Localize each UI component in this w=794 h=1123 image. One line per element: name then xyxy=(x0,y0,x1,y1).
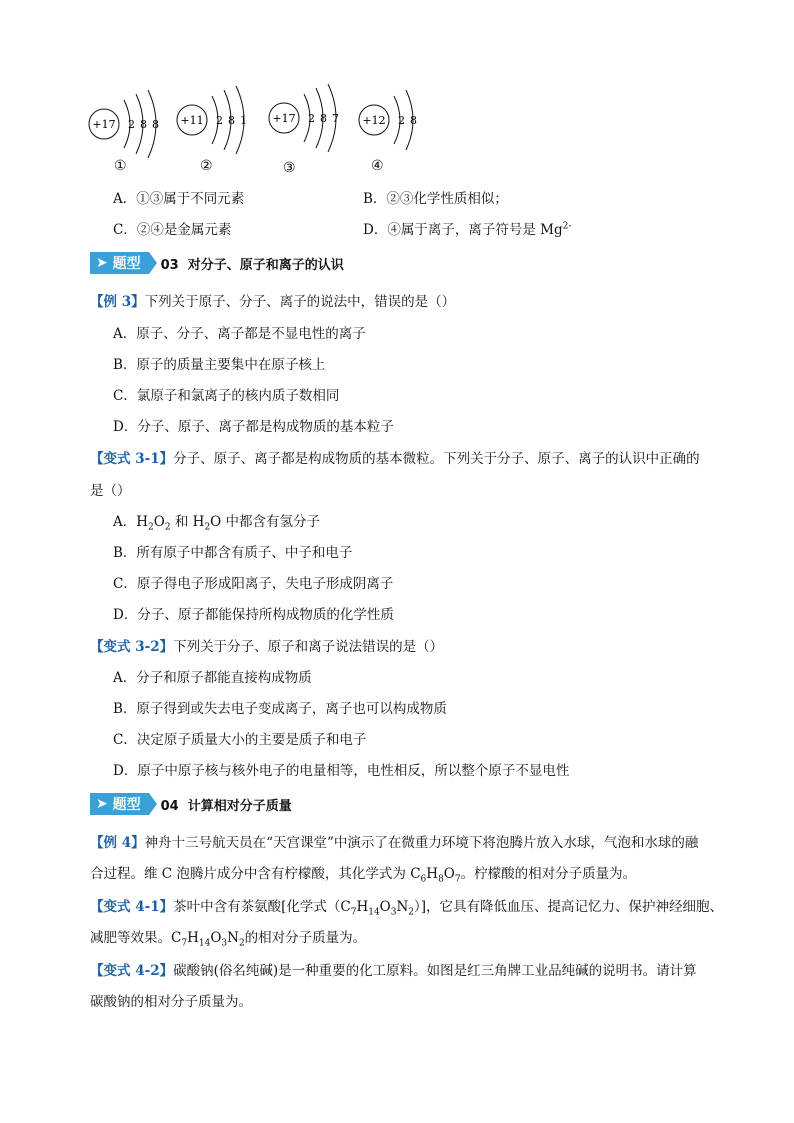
v31-option-d: D．分子、原子都能保持所构成物质的化学性质 xyxy=(113,607,394,623)
svg-text:+17: +17 xyxy=(272,112,296,125)
v31-stem-line2: 是（） xyxy=(90,483,131,499)
atom-diagram-2 xyxy=(174,84,254,154)
v41-line1: 【变式 4-1】茶叶中含有茶氨酸[化学式$(C_7H_{14}O_3N_2)$]，它具有降低血压、提高记忆力、保护神经细胞、 xyxy=(90,899,724,918)
v32-option-b: B．原子得到或失去电子变成离子，离子也可以构成物质 xyxy=(113,701,447,717)
ex3-stem: 【例 3】下列关于原子、分子、离子的说法中，错误的是（） xyxy=(90,294,456,310)
svg-text:1: 1 xyxy=(240,114,247,127)
v41-line2: 减肥等效果。$C_7H_{14}O_3N_2$的相对分子质量为。 xyxy=(90,930,367,949)
section-banner-04 xyxy=(90,793,292,815)
v31-option-a: A．$H_2O_2$ 和 $H_2O$ 中都含有氢分子 xyxy=(113,514,321,533)
section-tag: ➤ 题型 xyxy=(90,793,149,815)
ex4-line1: 【例 4】神舟十三号航天员在“天宫课堂”中演示了在微重力环境下将泡腾片放入水球，气泡和水球的融 xyxy=(90,835,699,851)
svg-text:2: 2 xyxy=(308,112,315,125)
svg-text:2: 2 xyxy=(398,114,405,127)
v42-line1: 【变式 4-2】碳酸钠(俗名纯碱)是一种重要的化工原料。如图是红三角牌工业品纯碱的说明书。请计算 xyxy=(90,963,697,979)
ex3-option-c: C．氯原子和氯离子的核内质子数相同 xyxy=(113,388,340,404)
arrow-icon: ➤ xyxy=(96,255,108,271)
nucleus-label: +17 xyxy=(92,118,116,131)
svg-text:+12: +12 xyxy=(362,114,386,127)
svg-text:8: 8 xyxy=(410,114,417,127)
section-title: 04 计算相对分子质量 xyxy=(160,798,292,814)
option-a: A．①③属于不同元素 xyxy=(113,191,245,207)
svg-text:7: 7 xyxy=(332,112,339,125)
svg-text:8: 8 xyxy=(228,114,235,127)
v42-line2: 碳酸钠的相对分子质量为。 xyxy=(90,994,252,1010)
atom-diagram-3 xyxy=(266,82,346,152)
diagram-label-4: ④ xyxy=(371,158,384,174)
v31-option-c: C．原子得电子形成阳离子，失电子形成阴离子 xyxy=(113,576,394,592)
option-c: C．②④是金属元素 xyxy=(113,222,232,238)
atom-diagram-4 xyxy=(356,84,426,154)
section-tag: ➤ 题型 xyxy=(90,252,149,274)
section-title: 03 对分子、原子和离子的认识 xyxy=(160,257,344,273)
section-banner-03 xyxy=(90,252,344,274)
option-d: D．④属于离子，离子符号是 $Mg^{2-}$ xyxy=(363,221,572,238)
arrow-icon: ➤ xyxy=(96,796,108,812)
banner-arrow xyxy=(149,793,157,815)
diagram-label-1: ① xyxy=(114,158,127,174)
ex4-line2: 合过程。维 C 泡腾片成分中含有柠檬酸，其化学式为 $C_6H_8O_7$。柠檬酸的相对分子质量为。 xyxy=(90,866,637,885)
svg-text:+11: +11 xyxy=(180,114,204,127)
v31-option-b: B．所有原子中都含有质子、中子和电子 xyxy=(113,545,353,561)
diagram-label-3: ③ xyxy=(283,160,296,176)
svg-text:2: 2 xyxy=(128,118,135,131)
v32-option-a: A．分子和原子都能直接构成物质 xyxy=(113,670,312,686)
v32-option-d: D．原子中原子核与核外电子的电量相等，电性相反，所以整个原子不显电性 xyxy=(113,763,570,779)
diagram-label-2: ② xyxy=(200,158,213,174)
v32-stem: 【变式 3-2】下列关于分子、原子和离子说法错误的是（） xyxy=(90,639,444,655)
v31-stem-line1: 【变式 3-1】分子、原子、离子都是构成物质的基本微粒。下列关于分子、原子、离子的认识中正确的 xyxy=(90,451,700,467)
ex3-option-a: A．原子、分子、离子都是不显电性的离子 xyxy=(113,326,366,342)
svg-text:2: 2 xyxy=(216,114,223,127)
banner-arrow xyxy=(149,252,157,274)
svg-text:8: 8 xyxy=(140,118,147,131)
svg-text:8: 8 xyxy=(152,118,159,131)
ex3-option-d: D．分子、原子、离子都是构成物质的基本粒子 xyxy=(113,419,394,435)
v32-option-c: C．决定原子质量大小的主要是质子和电子 xyxy=(113,732,367,748)
option-b: B．②③化学性质相似； xyxy=(363,191,508,207)
svg-text:8: 8 xyxy=(320,112,327,125)
ex3-option-b: B．原子的质量主要集中在原子核上 xyxy=(113,357,326,373)
atom-diagram-1 xyxy=(86,88,166,158)
